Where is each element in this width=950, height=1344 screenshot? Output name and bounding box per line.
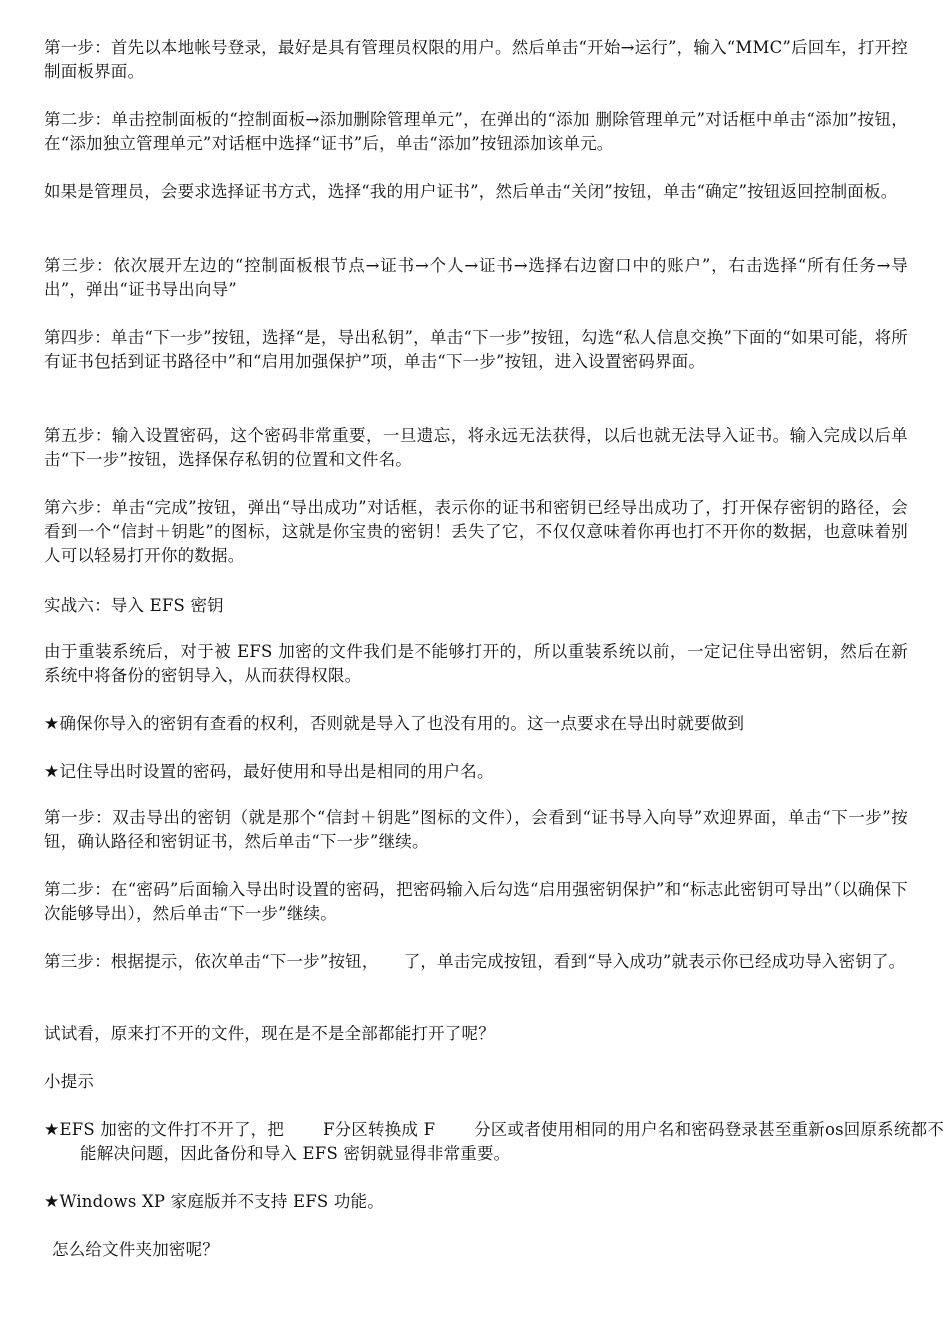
section-heading-import-efs: 实战六：导入 EFS 密钥 xyxy=(44,596,224,615)
bullet-text: EFS 加密的文件打不开了，把 F分区转换成 F 分区或者使用相同的用户名和密码登录甚至重新os回原系统都不能解决问题，因此备份和导入 EFS 密钥就显得非常重要。 xyxy=(59,1120,944,1163)
bullet-remember-password xyxy=(44,760,908,784)
section-heading-tips: 小提示 xyxy=(44,1072,95,1091)
star-icon: ★ xyxy=(44,1192,60,1212)
star-icon: ★ xyxy=(44,714,60,734)
paragraph-step1-login: 第一步：首先以本地帐号登录，最好是具有管理员权限的用户。然后单击“开始→运行”，输入“MMC”后回车，打开控制面板界面。 xyxy=(44,38,908,81)
paragraph-step3-export: 第三步：依次展开左边的“控制面板根节点→证书→个人→证书→选择右边窗口中的账户”，右击选择“所有任务→导出”，弹出“证书导出向导” xyxy=(44,256,908,299)
paragraph-import-intro: 由于重装系统后，对于被 EFS 加密的文件我们是不能够打开的，所以重装系统以前，一定记住导出密钥，然后在新系统中将备份的密钥导入，从而获得权限。 xyxy=(44,642,908,685)
paragraph-step6-finish: 第六步：单击“完成”按钮，弹出“导出成功”对话框，表示你的证书和密钥已经导出成功了，打开保存密钥的路径，会看到一个“信封＋钥匙”的图标，这就是你宝贵的密钥！丢失了它，不仅仅意味着你再也打不开你的数据，也意味着别人可以轻易打开你的数据。 xyxy=(44,498,908,565)
paragraph-import-step2: 第二步：在“密码”后面输入导出时设置的密码，把密码输入后勾选“启用强密钥保护”和“标志此密钥可导出”（以确保下次能够导出），然后单击“下一步”继续。 xyxy=(44,880,908,923)
paragraph-admin-note: 如果是管理员，会要求选择证书方式，选择“我的用户证书”，然后单击“关闭”按钮，单击“确定”按钮返回控制面板。 xyxy=(44,182,898,201)
star-icon: ★ xyxy=(44,762,60,782)
paragraph-try-it: 试试看，原来打不开的文件，现在是不是全部都能打开了呢？ xyxy=(44,1024,495,1043)
section-heading-folder-encrypt: 怎么给文件夹加密呢？ xyxy=(52,1240,219,1259)
paragraph-step4-private-key: 第四步：单击“下一步”按钮，选择“是，导出私钥”，单击“下一步”按钮，勾选“私人信息交换”下面的“如果可能，将所有证书包括到证书路径中”和“启用加强保护”项，单击“下一步”按钮，进入设置密码界面。 xyxy=(44,328,908,371)
bullet-efs-cannot-open xyxy=(44,1118,944,1166)
paragraph-step2-add-snapin: 第二步：单击控制面板的“控制面板→添加删除管理单元”，在弹出的“添加 删除管理单元”对话框中单击“添加”按钮，在“添加独立管理单元”对话框中选择“证书”后，单击“添加”按钮添加该单元。 xyxy=(44,110,908,153)
bullet-permission xyxy=(44,712,908,736)
bullet-xp-home xyxy=(44,1190,908,1214)
paragraph-import-step1: 第一步：双击导出的密钥（就是那个“信封＋钥匙”图标的文件），会看到“证书导入向导”欢迎界面，单击“下一步”按钮，确认路径和密钥证书，然后单击“下一步”继续。 xyxy=(44,808,908,851)
bullet-text: Windows XP 家庭版并不支持 EFS 功能。 xyxy=(59,1192,384,1211)
bullet-text: 记住导出时设置的密码，最好使用和导出是相同的用户名。 xyxy=(59,762,494,781)
paragraph-step5-password: 第五步：输入设置密码，这个密码非常重要，一旦遗忘，将永远无法获得，以后也就无法导入证书。输入完成以后单击“下一步”按钮，选择保存私钥的位置和文件名。 xyxy=(44,426,908,469)
bullet-text: 确保你导入的密钥有查看的权利，否则就是导入了也没有用的。这一点要求在导出时就要做到 xyxy=(59,714,745,733)
star-icon: ★ xyxy=(44,1120,60,1140)
paragraph-import-step3: 第三步：根据提示，依次单击“下一步”按钮， 了，单击完成按钮，看到“导入成功”就表示你已经成功导入密钥了。 xyxy=(44,952,906,971)
